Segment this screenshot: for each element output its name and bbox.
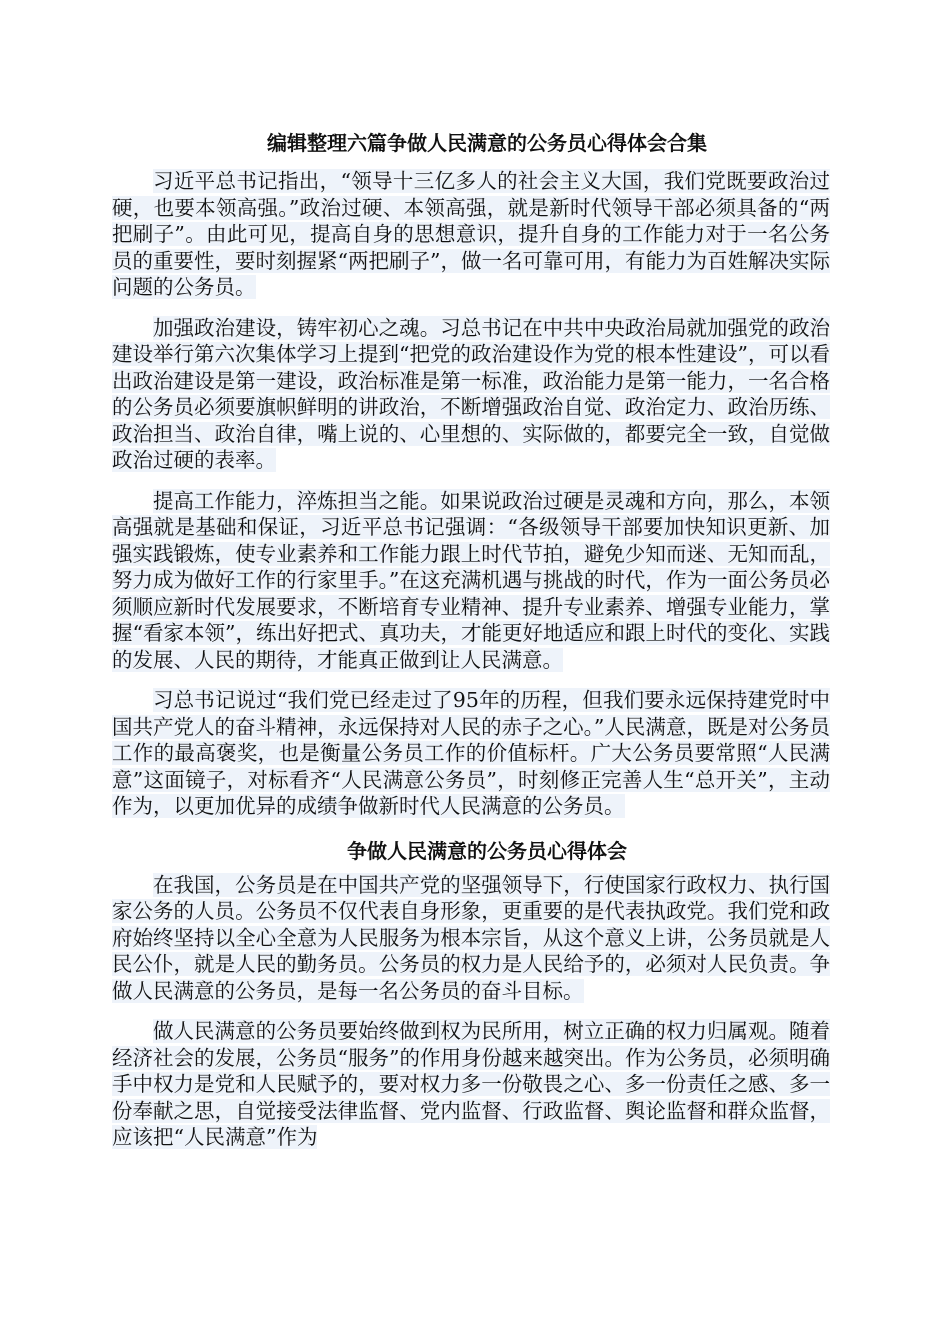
paragraph <box>112 872 830 1005</box>
document-title: 编辑整理六篇争做人民满意的公务员心得体会合集 <box>267 131 707 155</box>
paragraph-text: 提高工作能力，淬炼担当之能。如果说政治过硬是灵魂和方向，那么，本领高强就是基础和保证，习近平总书记强调：“各级领导干部要加快知识更新、加强实践锻炼，使专业素养和工作能力跟上时代节拍，避免少知而迷、无知而乱，努力成为做好工作的行家里手。”在这充满机遇与挑战的时代，作为一面公务员必须顺应新时代发展要求，不断培育专业精神、提升专业素养、增强专业能力，掌握“看家本领”，练出好把式、真功夫，才能更好地适应和跟上时代的变化、实践的发展、人民的期待，才能真正做到让人民满意。 <box>112 488 830 672</box>
paragraph <box>112 1018 830 1151</box>
paragraph <box>112 315 830 474</box>
section-heading: 争做人民满意的公务员心得体会 <box>347 838 627 863</box>
document-page <box>112 126 830 1165</box>
paragraph <box>112 687 830 820</box>
paragraph-text: 习总书记说过“我们党已经走过了95年的历程，但我们要永远保持建党时中国共产党人的奋斗精神，永远保持对人民的赤子之心。”人民满意，既是对公务员工作的最高褒奖，也是衡量公务员工作的价值标杆。广大公务员要常照“人民满意”这面镜子，对标看齐“人民满意公务员”，时刻修正完善人生“总开关”，主动作为，以更加优异的成绩争做新时代人民满意的公务员。 <box>112 688 830 818</box>
paragraph-text: 做人民满意的公务员要始终做到权为民所用，树立正确的权力归属观。随着经济社会的发展，公务员“服务”的作用身份越来越突出。作为公务员，必须明确手中权力是党和人民赋予的，要对权力多一份敬畏之心、多一份责任之感、多一份奉献之思，自觉接受法律监督、党内监督、行政监督、舆论监督和群众监督，应该把“人民满意”作为 <box>112 1019 830 1149</box>
paragraph <box>112 168 830 301</box>
paragraph-text: 加强政治建设，铸牢初心之魂。习总书记在中共中央政治局就加强党的政治建设举行第六次集体学习上提到“把党的政治建设作为党的根本性建设”，可以看出政治建设是第一建设，政治标准是第一标准，政治能力是第一能力，一名合格的公务员必须要旗帜鲜明的讲政治，不断增强政治自觉、政治定力、政治历练、政治担当、政治自律，嘴上说的、心里想的、实际做的，都要完全一致，自觉做政治过硬的表率。 <box>112 315 830 472</box>
paragraph-text: 习近平总书记指出，“领导十三亿多人的社会主义大国，我们党既要政治过硬，也要本领高强。”政治过硬、本领高强，就是新时代领导干部必须具备的“两把刷子”。由此可见，提高自身的思想意识，提升自身的工作能力对于一名公务员的重要性，要时刻握紧“两把刷子”，做一名可靠可用，有能力为百姓解决实际问题的公务员。 <box>112 169 830 299</box>
paragraph-text: 在我国，公务员是在中国共产党的坚强领导下，行使国家行政权力、执行国家公务的人员。公务员不仅代表自身形象，更重要的是代表执政党。我们党和政府始终坚持以全心全意为人民服务为根本宗旨，从这个意义上讲，公务员就是人民公仆，就是人民的勤务员。公务员的权力是人民给予的，必须对人民负责。争做人民满意的公务员，是每一名公务员的奋斗目标。 <box>112 872 830 1003</box>
paragraph <box>112 488 830 674</box>
